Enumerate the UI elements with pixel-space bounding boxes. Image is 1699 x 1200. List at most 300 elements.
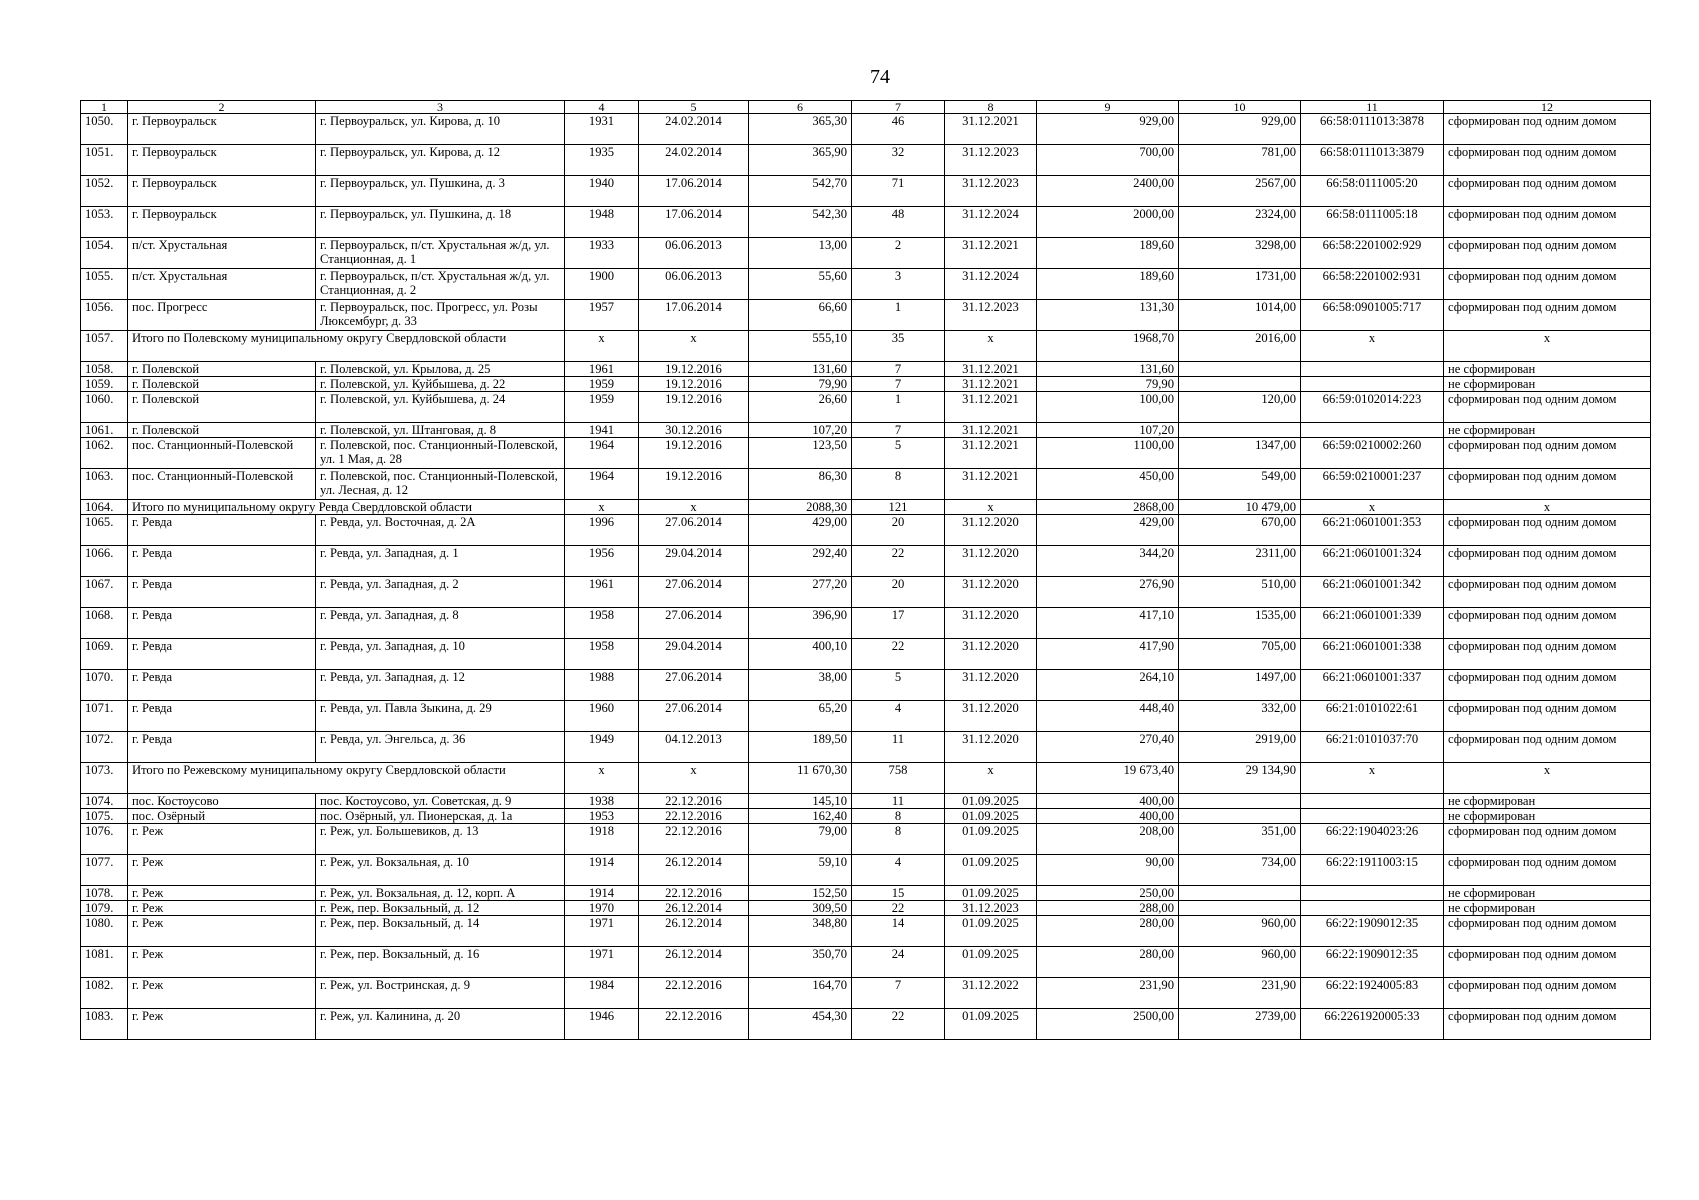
cadastral-number-cell: х: [1301, 500, 1444, 515]
year-built-cell: 1938: [565, 794, 639, 809]
deadline-cell: 31.12.2023: [945, 300, 1037, 331]
deadline-cell: 01.09.2025: [945, 1009, 1037, 1040]
year-built-cell: 1948: [565, 207, 639, 238]
year-built-cell: 1970: [565, 901, 639, 916]
area-cell: 2088,30: [749, 500, 852, 515]
residents-cell: 48: [852, 207, 945, 238]
land-plot-area-cell: 2324,00: [1179, 207, 1301, 238]
land-area-cell: 929,00: [1037, 114, 1179, 145]
recognition-date-cell: 27.06.2014: [639, 608, 749, 639]
address-cell: г. Полевской, ул. Крылова, д. 25: [316, 362, 565, 377]
table-row: [81, 114, 1651, 145]
land-status-cell: х: [1444, 331, 1651, 362]
land-plot-area-cell: [1179, 362, 1301, 377]
land-area-cell: 1968,70: [1037, 331, 1179, 362]
recognition-date-cell: 22.12.2016: [639, 886, 749, 901]
recognition-date-cell: 19.12.2016: [639, 362, 749, 377]
cadastral-number-cell: х: [1301, 763, 1444, 794]
address-cell: пос. Костоусово, ул. Советская, д. 9: [316, 794, 565, 809]
address-cell: г. Реж, ул. Вокзальная, д. 10: [316, 855, 565, 886]
area-cell: 429,00: [749, 515, 852, 546]
total-label-cell: Итого по Полевскому муниципальному округу Свердловской области: [128, 331, 565, 362]
area-cell: 365,90: [749, 145, 852, 176]
residents-cell: 4: [852, 855, 945, 886]
settlement-cell: г. Ревда: [128, 732, 316, 763]
address-cell: г. Полевской, ул. Штанговая, д. 8: [316, 423, 565, 438]
area-cell: 123,50: [749, 438, 852, 469]
area-cell: 396,90: [749, 608, 852, 639]
year-built-cell: х: [565, 331, 639, 362]
address-cell: г. Первоуральск, п/ст. Хрустальная ж/д, ул. Станционная, д. 2: [316, 269, 565, 300]
settlement-cell: г. Первоуральск: [128, 145, 316, 176]
land-plot-area-cell: 929,00: [1179, 114, 1301, 145]
year-built-cell: 1988: [565, 670, 639, 701]
area-cell: 542,70: [749, 176, 852, 207]
cadastral-number-cell: 66:22:1909012:35: [1301, 916, 1444, 947]
row-number-cell: 1065.: [81, 515, 128, 546]
table-row: [81, 978, 1651, 1009]
deadline-cell: 31.12.2020: [945, 670, 1037, 701]
recognition-date-cell: 27.06.2014: [639, 670, 749, 701]
table-row: [81, 377, 1651, 392]
total-row: [81, 500, 1651, 515]
land-plot-area-cell: [1179, 809, 1301, 824]
land-status-cell: сформирован под одним домом: [1444, 238, 1651, 269]
deadline-cell: 01.09.2025: [945, 855, 1037, 886]
address-cell: г. Ревда, ул. Западная, д. 12: [316, 670, 565, 701]
column-number: 9: [1037, 101, 1179, 114]
cadastral-number-cell: [1301, 809, 1444, 824]
recognition-date-cell: 29.04.2014: [639, 639, 749, 670]
recognition-date-cell: 26.12.2014: [639, 916, 749, 947]
residents-cell: 758: [852, 763, 945, 794]
land-area-cell: 429,00: [1037, 515, 1179, 546]
cadastral-number-cell: [1301, 794, 1444, 809]
settlement-cell: г. Ревда: [128, 577, 316, 608]
settlement-cell: г. Полевской: [128, 362, 316, 377]
land-status-cell: сформирован под одним домом: [1444, 515, 1651, 546]
recognition-date-cell: 27.06.2014: [639, 701, 749, 732]
land-plot-area-cell: 1535,00: [1179, 608, 1301, 639]
table-row: [81, 176, 1651, 207]
address-cell: г. Полевской, пос. Станционный-Полевской, ул. 1 Мая, д. 28: [316, 438, 565, 469]
row-number-cell: 1053.: [81, 207, 128, 238]
row-number-cell: 1063.: [81, 469, 128, 500]
residents-cell: 32: [852, 145, 945, 176]
row-number-cell: 1074.: [81, 794, 128, 809]
recognition-date-cell: 19.12.2016: [639, 392, 749, 423]
deadline-cell: 31.12.2021: [945, 438, 1037, 469]
total-label-cell: Итого по муниципальному округу Ревда Свердловской области: [128, 500, 565, 515]
land-area-cell: 19 673,40: [1037, 763, 1179, 794]
address-cell: г. Ревда, ул. Западная, д. 1: [316, 546, 565, 577]
land-status-cell: сформирован под одним домом: [1444, 269, 1651, 300]
cadastral-number-cell: 66:59:0210001:237: [1301, 469, 1444, 500]
land-plot-area-cell: [1179, 377, 1301, 392]
year-built-cell: 1960: [565, 701, 639, 732]
settlement-cell: пос. Станционный-Полевской: [128, 469, 316, 500]
address-cell: г. Первоуральск, ул. Пушкина, д. 18: [316, 207, 565, 238]
land-area-cell: 107,20: [1037, 423, 1179, 438]
cadastral-number-cell: 66:21:0601001:342: [1301, 577, 1444, 608]
residents-cell: 46: [852, 114, 945, 145]
table-row: [81, 577, 1651, 608]
table-row: [81, 438, 1651, 469]
row-number-cell: 1066.: [81, 546, 128, 577]
deadline-cell: 01.09.2025: [945, 794, 1037, 809]
land-status-cell: сформирован под одним домом: [1444, 608, 1651, 639]
year-built-cell: 1958: [565, 639, 639, 670]
settlement-cell: г. Полевской: [128, 392, 316, 423]
land-status-cell: х: [1444, 500, 1651, 515]
table-body: [81, 101, 1651, 1040]
year-built-cell: 1949: [565, 732, 639, 763]
page-number: 74: [870, 66, 890, 88]
address-cell: г. Первоуральск, ул. Пушкина, д. 3: [316, 176, 565, 207]
land-status-cell: сформирован под одним домом: [1444, 469, 1651, 500]
land-status-cell: не сформирован: [1444, 362, 1651, 377]
deadline-cell: 31.12.2021: [945, 392, 1037, 423]
land-area-cell: 90,00: [1037, 855, 1179, 886]
land-area-cell: 231,90: [1037, 978, 1179, 1009]
land-area-cell: 400,00: [1037, 809, 1179, 824]
recognition-date-cell: 22.12.2016: [639, 809, 749, 824]
land-plot-area-cell: 332,00: [1179, 701, 1301, 732]
area-cell: 164,70: [749, 978, 852, 1009]
year-built-cell: х: [565, 500, 639, 515]
year-built-cell: 1961: [565, 577, 639, 608]
row-number-cell: 1077.: [81, 855, 128, 886]
address-cell: г. Ревда, ул. Павла Зыкина, д. 29: [316, 701, 565, 732]
table-row: [81, 300, 1651, 331]
cadastral-number-cell: 66:59:0210002:260: [1301, 438, 1444, 469]
deadline-cell: 31.12.2023: [945, 901, 1037, 916]
cadastral-number-cell: 66:21:0601001:324: [1301, 546, 1444, 577]
deadline-cell: 31.12.2020: [945, 701, 1037, 732]
area-cell: 350,70: [749, 947, 852, 978]
recognition-date-cell: 27.06.2014: [639, 577, 749, 608]
year-built-cell: 1914: [565, 855, 639, 886]
recognition-date-cell: 17.06.2014: [639, 176, 749, 207]
land-area-cell: 264,10: [1037, 670, 1179, 701]
recognition-date-cell: 06.06.2013: [639, 269, 749, 300]
deadline-cell: х: [945, 331, 1037, 362]
residents-cell: 2: [852, 238, 945, 269]
residents-cell: 22: [852, 546, 945, 577]
deadline-cell: 31.12.2020: [945, 608, 1037, 639]
address-cell: г. Первоуральск, п/ст. Хрустальная ж/д, ул. Станционная, д. 1: [316, 238, 565, 269]
cadastral-number-cell: 66:58:2201002:929: [1301, 238, 1444, 269]
row-number-cell: 1072.: [81, 732, 128, 763]
address-cell: г. Ревда, ул. Западная, д. 10: [316, 639, 565, 670]
land-plot-area-cell: 2919,00: [1179, 732, 1301, 763]
land-plot-area-cell: 734,00: [1179, 855, 1301, 886]
land-status-cell: не сформирован: [1444, 377, 1651, 392]
table-row: [81, 362, 1651, 377]
year-built-cell: 1959: [565, 392, 639, 423]
row-number-cell: 1057.: [81, 331, 128, 362]
land-status-cell: сформирован под одним домом: [1444, 577, 1651, 608]
year-built-cell: 1971: [565, 947, 639, 978]
land-plot-area-cell: 120,00: [1179, 392, 1301, 423]
settlement-cell: г. Первоуральск: [128, 114, 316, 145]
address-cell: г. Первоуральск, ул. Кирова, д. 12: [316, 145, 565, 176]
land-area-cell: 2868,00: [1037, 500, 1179, 515]
cadastral-number-cell: 66:22:1911003:15: [1301, 855, 1444, 886]
cadastral-number-cell: 66:2261920005:33: [1301, 1009, 1444, 1040]
cadastral-number-cell: [1301, 423, 1444, 438]
residents-cell: 22: [852, 901, 945, 916]
year-built-cell: 1914: [565, 886, 639, 901]
table-row: [81, 639, 1651, 670]
total-label-cell: Итого по Режевскому муниципальному округу Свердловской области: [128, 763, 565, 794]
land-area-cell: 288,00: [1037, 901, 1179, 916]
settlement-cell: г. Ревда: [128, 670, 316, 701]
row-number-cell: 1059.: [81, 377, 128, 392]
settlement-cell: г. Первоуральск: [128, 207, 316, 238]
area-cell: 162,40: [749, 809, 852, 824]
area-cell: 38,00: [749, 670, 852, 701]
settlement-cell: п/ст. Хрустальная: [128, 269, 316, 300]
residents-cell: 11: [852, 732, 945, 763]
cadastral-number-cell: х: [1301, 331, 1444, 362]
table-row: [81, 608, 1651, 639]
column-number: 7: [852, 101, 945, 114]
address-cell: г. Ревда, ул. Восточная, д. 2А: [316, 515, 565, 546]
cadastral-number-cell: 66:59:0102014:223: [1301, 392, 1444, 423]
column-number: 11: [1301, 101, 1444, 114]
row-number-cell: 1079.: [81, 901, 128, 916]
row-number-cell: 1075.: [81, 809, 128, 824]
deadline-cell: 01.09.2025: [945, 916, 1037, 947]
land-plot-area-cell: 2739,00: [1179, 1009, 1301, 1040]
land-plot-area-cell: 960,00: [1179, 947, 1301, 978]
land-area-cell: 280,00: [1037, 947, 1179, 978]
year-built-cell: 1984: [565, 978, 639, 1009]
land-status-cell: сформирован под одним домом: [1444, 114, 1651, 145]
settlement-cell: г. Ревда: [128, 639, 316, 670]
table-row: [81, 423, 1651, 438]
table-row: [81, 469, 1651, 500]
cadastral-number-cell: 66:22:1904023:26: [1301, 824, 1444, 855]
year-built-cell: 1971: [565, 916, 639, 947]
row-number-cell: 1078.: [81, 886, 128, 901]
area-cell: 66,60: [749, 300, 852, 331]
cadastral-number-cell: [1301, 901, 1444, 916]
deadline-cell: 31.12.2021: [945, 377, 1037, 392]
recognition-date-cell: 06.06.2013: [639, 238, 749, 269]
address-cell: г. Первоуральск, пос. Прогресс, ул. Розы Люксембург, д. 33: [316, 300, 565, 331]
column-number: 6: [749, 101, 852, 114]
deadline-cell: 31.12.2020: [945, 732, 1037, 763]
recognition-date-cell: 24.02.2014: [639, 145, 749, 176]
area-cell: 11 670,30: [749, 763, 852, 794]
row-number-cell: 1060.: [81, 392, 128, 423]
land-status-cell: сформирован под одним домом: [1444, 916, 1651, 947]
column-number: 12: [1444, 101, 1651, 114]
table-row: [81, 392, 1651, 423]
settlement-cell: пос. Озёрный: [128, 809, 316, 824]
deadline-cell: х: [945, 500, 1037, 515]
address-cell: г. Полевской, ул. Куйбышева, д. 22: [316, 377, 565, 392]
recognition-date-cell: 04.12.2013: [639, 732, 749, 763]
column-number: 8: [945, 101, 1037, 114]
land-area-cell: 189,60: [1037, 238, 1179, 269]
residents-cell: 14: [852, 916, 945, 947]
land-area-cell: 400,00: [1037, 794, 1179, 809]
settlement-cell: г. Реж: [128, 916, 316, 947]
land-plot-area-cell: 3298,00: [1179, 238, 1301, 269]
residents-cell: 71: [852, 176, 945, 207]
land-plot-area-cell: 1014,00: [1179, 300, 1301, 331]
settlement-cell: пос. Прогресс: [128, 300, 316, 331]
recognition-date-cell: 26.12.2014: [639, 901, 749, 916]
table-row: [81, 238, 1651, 269]
land-plot-area-cell: 1347,00: [1179, 438, 1301, 469]
year-built-cell: 1958: [565, 608, 639, 639]
area-cell: 145,10: [749, 794, 852, 809]
residents-cell: 17: [852, 608, 945, 639]
settlement-cell: г. Реж: [128, 824, 316, 855]
settlement-cell: г. Реж: [128, 855, 316, 886]
cadastral-number-cell: 66:58:0901005:717: [1301, 300, 1444, 331]
land-status-cell: сформирован под одним домом: [1444, 947, 1651, 978]
address-cell: г. Ревда, ул. Западная, д. 2: [316, 577, 565, 608]
cadastral-number-cell: 66:21:0601001:339: [1301, 608, 1444, 639]
row-number-cell: 1052.: [81, 176, 128, 207]
settlement-cell: г. Ревда: [128, 515, 316, 546]
recognition-date-cell: 22.12.2016: [639, 978, 749, 1009]
year-built-cell: 1933: [565, 238, 639, 269]
table-row: [81, 515, 1651, 546]
land-plot-area-cell: 705,00: [1179, 639, 1301, 670]
deadline-cell: 01.09.2025: [945, 809, 1037, 824]
area-cell: 348,80: [749, 916, 852, 947]
row-number-cell: 1073.: [81, 763, 128, 794]
deadline-cell: 31.12.2020: [945, 639, 1037, 670]
table-row: [81, 1009, 1651, 1040]
year-built-cell: 1964: [565, 469, 639, 500]
address-cell: г. Реж, ул. Вокзальная, д. 12, корп. А: [316, 886, 565, 901]
land-area-cell: 2400,00: [1037, 176, 1179, 207]
land-status-cell: сформирован под одним домом: [1444, 824, 1651, 855]
area-cell: 365,30: [749, 114, 852, 145]
land-plot-area-cell: 670,00: [1179, 515, 1301, 546]
table-row: [81, 145, 1651, 176]
table-row: [81, 207, 1651, 238]
recognition-date-cell: 19.12.2016: [639, 438, 749, 469]
deadline-cell: х: [945, 763, 1037, 794]
address-cell: г. Реж, пер. Вокзальный, д. 14: [316, 916, 565, 947]
residents-cell: 8: [852, 809, 945, 824]
deadline-cell: 01.09.2025: [945, 824, 1037, 855]
deadline-cell: 01.09.2025: [945, 947, 1037, 978]
row-number-cell: 1067.: [81, 577, 128, 608]
column-number: 2: [128, 101, 316, 114]
land-area-cell: 189,60: [1037, 269, 1179, 300]
land-status-cell: сформирован под одним домом: [1444, 438, 1651, 469]
residents-cell: 24: [852, 947, 945, 978]
address-cell: г. Полевской, пос. Станционный-Полевской, ул. Лесная, д. 12: [316, 469, 565, 500]
row-number-cell: 1070.: [81, 670, 128, 701]
settlement-cell: пос. Костоусово: [128, 794, 316, 809]
settlement-cell: г. Реж: [128, 978, 316, 1009]
recognition-date-cell: х: [639, 763, 749, 794]
residents-cell: 11: [852, 794, 945, 809]
residents-cell: 7: [852, 362, 945, 377]
land-area-cell: 344,20: [1037, 546, 1179, 577]
land-area-cell: 276,90: [1037, 577, 1179, 608]
deadline-cell: 31.12.2021: [945, 362, 1037, 377]
settlement-cell: г. Первоуральск: [128, 176, 316, 207]
year-built-cell: 1961: [565, 362, 639, 377]
residents-cell: 7: [852, 377, 945, 392]
land-plot-area-cell: 2567,00: [1179, 176, 1301, 207]
year-built-cell: 1957: [565, 300, 639, 331]
residents-cell: 1: [852, 300, 945, 331]
address-cell: г. Ревда, ул. Энгельса, д. 36: [316, 732, 565, 763]
land-status-cell: сформирован под одним домом: [1444, 732, 1651, 763]
recognition-date-cell: 22.12.2016: [639, 1009, 749, 1040]
cadastral-number-cell: 66:58:2201002:931: [1301, 269, 1444, 300]
row-number-cell: 1082.: [81, 978, 128, 1009]
table-row: [81, 794, 1651, 809]
deadline-cell: 31.12.2021: [945, 423, 1037, 438]
table-row: [81, 809, 1651, 824]
row-number-cell: 1069.: [81, 639, 128, 670]
row-number-cell: 1062.: [81, 438, 128, 469]
settlement-cell: п/ст. Хрустальная: [128, 238, 316, 269]
deadline-cell: 31.12.2021: [945, 238, 1037, 269]
land-area-cell: 700,00: [1037, 145, 1179, 176]
year-built-cell: 1956: [565, 546, 639, 577]
row-number-cell: 1081.: [81, 947, 128, 978]
deadline-cell: 31.12.2021: [945, 469, 1037, 500]
area-cell: 107,20: [749, 423, 852, 438]
land-status-cell: сформирован под одним домом: [1444, 639, 1651, 670]
column-number: 5: [639, 101, 749, 114]
row-number-cell: 1054.: [81, 238, 128, 269]
land-status-cell: сформирован под одним домом: [1444, 300, 1651, 331]
address-cell: пос. Озёрный, ул. Пионерская, д. 1а: [316, 809, 565, 824]
settlement-cell: пос. Станционный-Полевской: [128, 438, 316, 469]
year-built-cell: 1918: [565, 824, 639, 855]
year-built-cell: 1940: [565, 176, 639, 207]
address-cell: г. Первоуральск, ул. Кирова, д. 10: [316, 114, 565, 145]
row-number-cell: 1076.: [81, 824, 128, 855]
year-built-cell: 1941: [565, 423, 639, 438]
residents-cell: 1: [852, 392, 945, 423]
land-plot-area-cell: [1179, 794, 1301, 809]
residents-cell: 121: [852, 500, 945, 515]
residents-cell: 8: [852, 824, 945, 855]
land-plot-area-cell: 960,00: [1179, 916, 1301, 947]
residents-cell: 20: [852, 515, 945, 546]
deadline-cell: 01.09.2025: [945, 886, 1037, 901]
table-row: [81, 947, 1651, 978]
recognition-date-cell: 19.12.2016: [639, 469, 749, 500]
recognition-date-cell: 17.06.2014: [639, 207, 749, 238]
address-cell: г. Реж, ул. Востринская, д. 9: [316, 978, 565, 1009]
row-number-cell: 1055.: [81, 269, 128, 300]
cadastral-number-cell: 66:58:0111005:18: [1301, 207, 1444, 238]
recognition-date-cell: 17.06.2014: [639, 300, 749, 331]
year-built-cell: 1953: [565, 809, 639, 824]
deadline-cell: 31.12.2020: [945, 515, 1037, 546]
table-row: [81, 269, 1651, 300]
table-row: [81, 732, 1651, 763]
area-cell: 79,90: [749, 377, 852, 392]
